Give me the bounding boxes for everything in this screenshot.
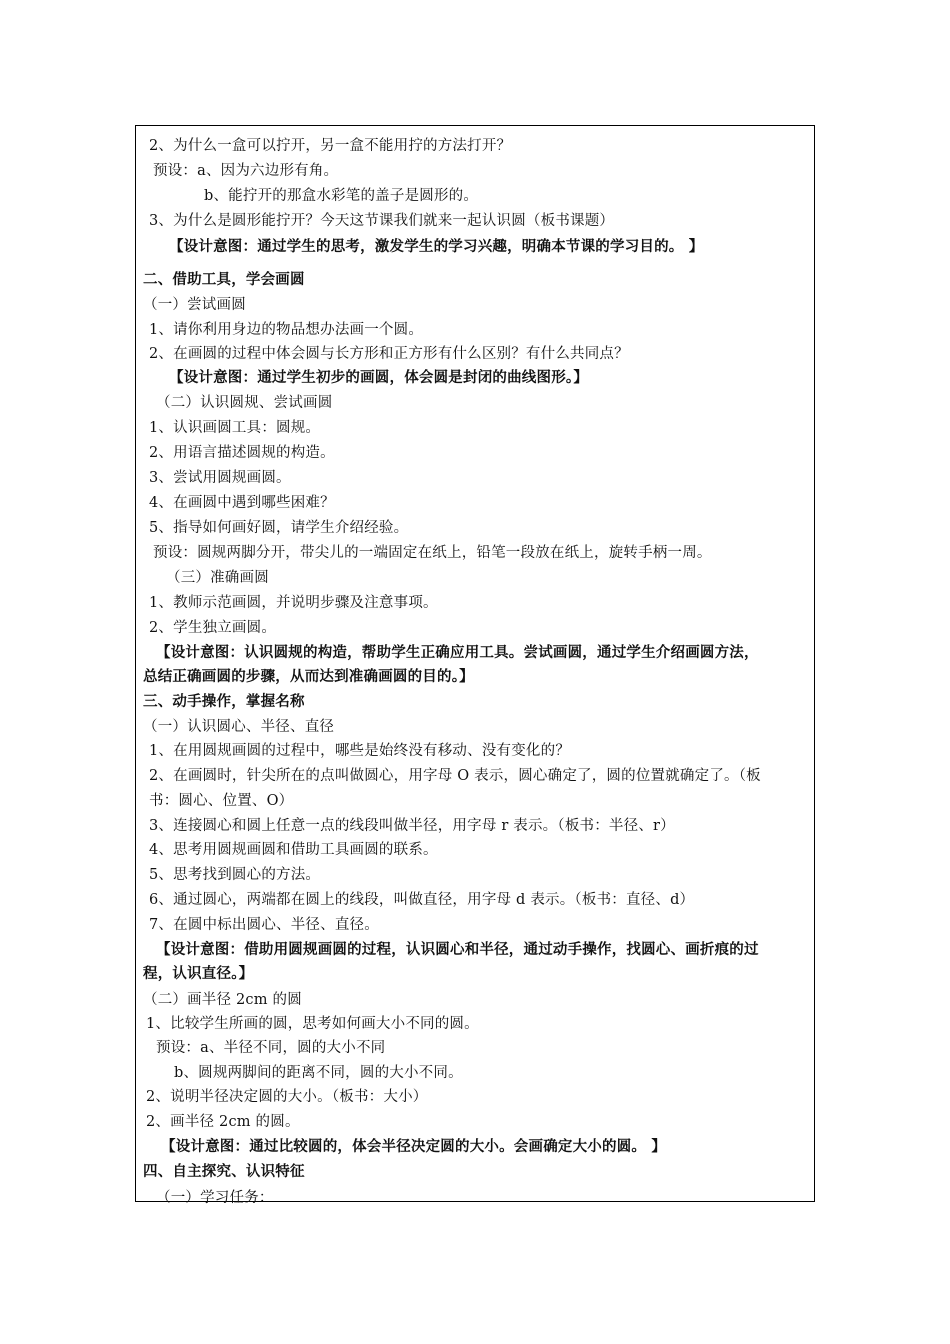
- text-line: 书：圆心、位置、O）: [149, 793, 294, 809]
- bold-text-line: 总结正确画圆的步骤，从而达到准确画圆的目的。】: [143, 669, 474, 685]
- text-line: （二）画半径 2cm 的圆: [143, 992, 302, 1008]
- text-line: 7、在圆中标出圆心、半径、直径。: [149, 917, 379, 933]
- text-line: 预设：a、因为六边形有角。: [153, 163, 339, 179]
- text-line: 预设：圆规两脚分开，带尖儿的一端固定在纸上，铅笔一段放在纸上，旋转手柄一周。: [153, 545, 712, 561]
- text-line: 2、为什么一盒可以拧开，另一盒不能用拧的方法打开？: [149, 138, 512, 154]
- bold-text-line: 【设计意图：借助用圆规画圆的过程，认识圆心和半径，通过动手操作，找圆心、画折痕的过: [156, 942, 759, 958]
- text-line: b、能拧开的那盒水彩笔的盖子是圆形的。: [204, 188, 479, 204]
- text-line: 1、请你利用身边的物品想办法画一个圆。: [149, 322, 424, 338]
- text-line: 5、指导如何画好圆，请学生介绍经验。: [149, 520, 409, 536]
- bold-text-line: 程，认识直径。】: [143, 966, 254, 982]
- text-line: 1、认识画圆工具：圆规。: [149, 420, 321, 436]
- text-line: 4、在画圆中遇到哪些困难？: [149, 495, 335, 511]
- text-line: 2、说明半径决定圆的大小。（板书：大小）: [146, 1089, 428, 1105]
- text-line: 1、在用圆规画圆的过程中，哪些是始终没有移动、没有变化的？: [149, 743, 571, 759]
- lesson-plan-table-cell: [135, 125, 815, 1206]
- bold-text-line: 【设计意图：认识圆规的构造，帮助学生正确应用工具。尝试画圆，通过学生介绍画圆方法，: [156, 645, 759, 661]
- text-line: 2、学生独立画圆。: [149, 620, 277, 636]
- bold-text-line: 【设计意图：通过学生初步的画圆，体会圆是封闭的曲线图形。】: [169, 370, 589, 386]
- text-line: （一）认识圆心、半径、直径: [143, 719, 335, 735]
- bold-text-line: 四、自主探究、认识特征: [143, 1164, 305, 1180]
- text-line: 4、思考用圆规画圆和借助工具画圆的联系。: [149, 842, 438, 858]
- text-line: （一）尝试画圆: [143, 297, 246, 313]
- text-line: 1、教师示范画圆，并说明步骤及注意事项。: [149, 595, 438, 611]
- text-line: 2、在画圆的过程中体会圆与长方形和正方形有什么区别？有什么共同点？: [149, 346, 629, 362]
- bold-text-line: 二、借助工具，学会画圆: [143, 272, 305, 288]
- text-line: （一）学习任务：: [156, 1190, 274, 1206]
- text-line: 3、为什么是圆形能拧开？今天这节课我们就来一起认识圆（板书课题）: [149, 213, 615, 229]
- text-line: 2、用语言描述圆规的构造。: [149, 445, 335, 461]
- bold-text-line: 三、动手操作，掌握名称: [143, 694, 305, 710]
- text-line: （二）认识圆规、尝试画圆: [156, 395, 333, 411]
- text-line: 1、比较学生所画的圆，思考如何画大小不同的圆。: [146, 1016, 479, 1032]
- text-line: 3、尝试用圆规画圆。: [149, 470, 291, 486]
- text-line: b、圆规两脚间的距离不同，圆的大小不同。: [174, 1065, 463, 1081]
- bold-text-line: 【设计意图：通过比较圆的，体会半径决定圆的大小。会画确定大小的圆。 】: [161, 1139, 667, 1155]
- text-line: 6、通过圆心，两端都在圆上的线段，叫做直径，用字母 d 表示。（板书：直径、d）: [149, 892, 695, 908]
- text-line: 3、连接圆心和圆上任意一点的线段叫做半径，用字母 r 表示。（板书：半径、r）: [149, 818, 675, 834]
- text-line: 5、思考找到圆心的方法。: [149, 867, 321, 883]
- text-line: 2、在画圆时，针尖所在的点叫做圆心，用字母 O 表示，圆心确定了，圆的位置就确定了。（板: [149, 768, 761, 784]
- bold-text-line: 【设计意图：通过学生的思考，激发学生的学习兴趣，明确本节课的学习目的。 】: [169, 239, 704, 255]
- text-line: 2、画半径 2cm 的圆。: [146, 1114, 300, 1130]
- text-line: 预设：a、半径不同，圆的大小不同: [156, 1040, 386, 1056]
- text-line: （三）准确画圆: [166, 570, 269, 586]
